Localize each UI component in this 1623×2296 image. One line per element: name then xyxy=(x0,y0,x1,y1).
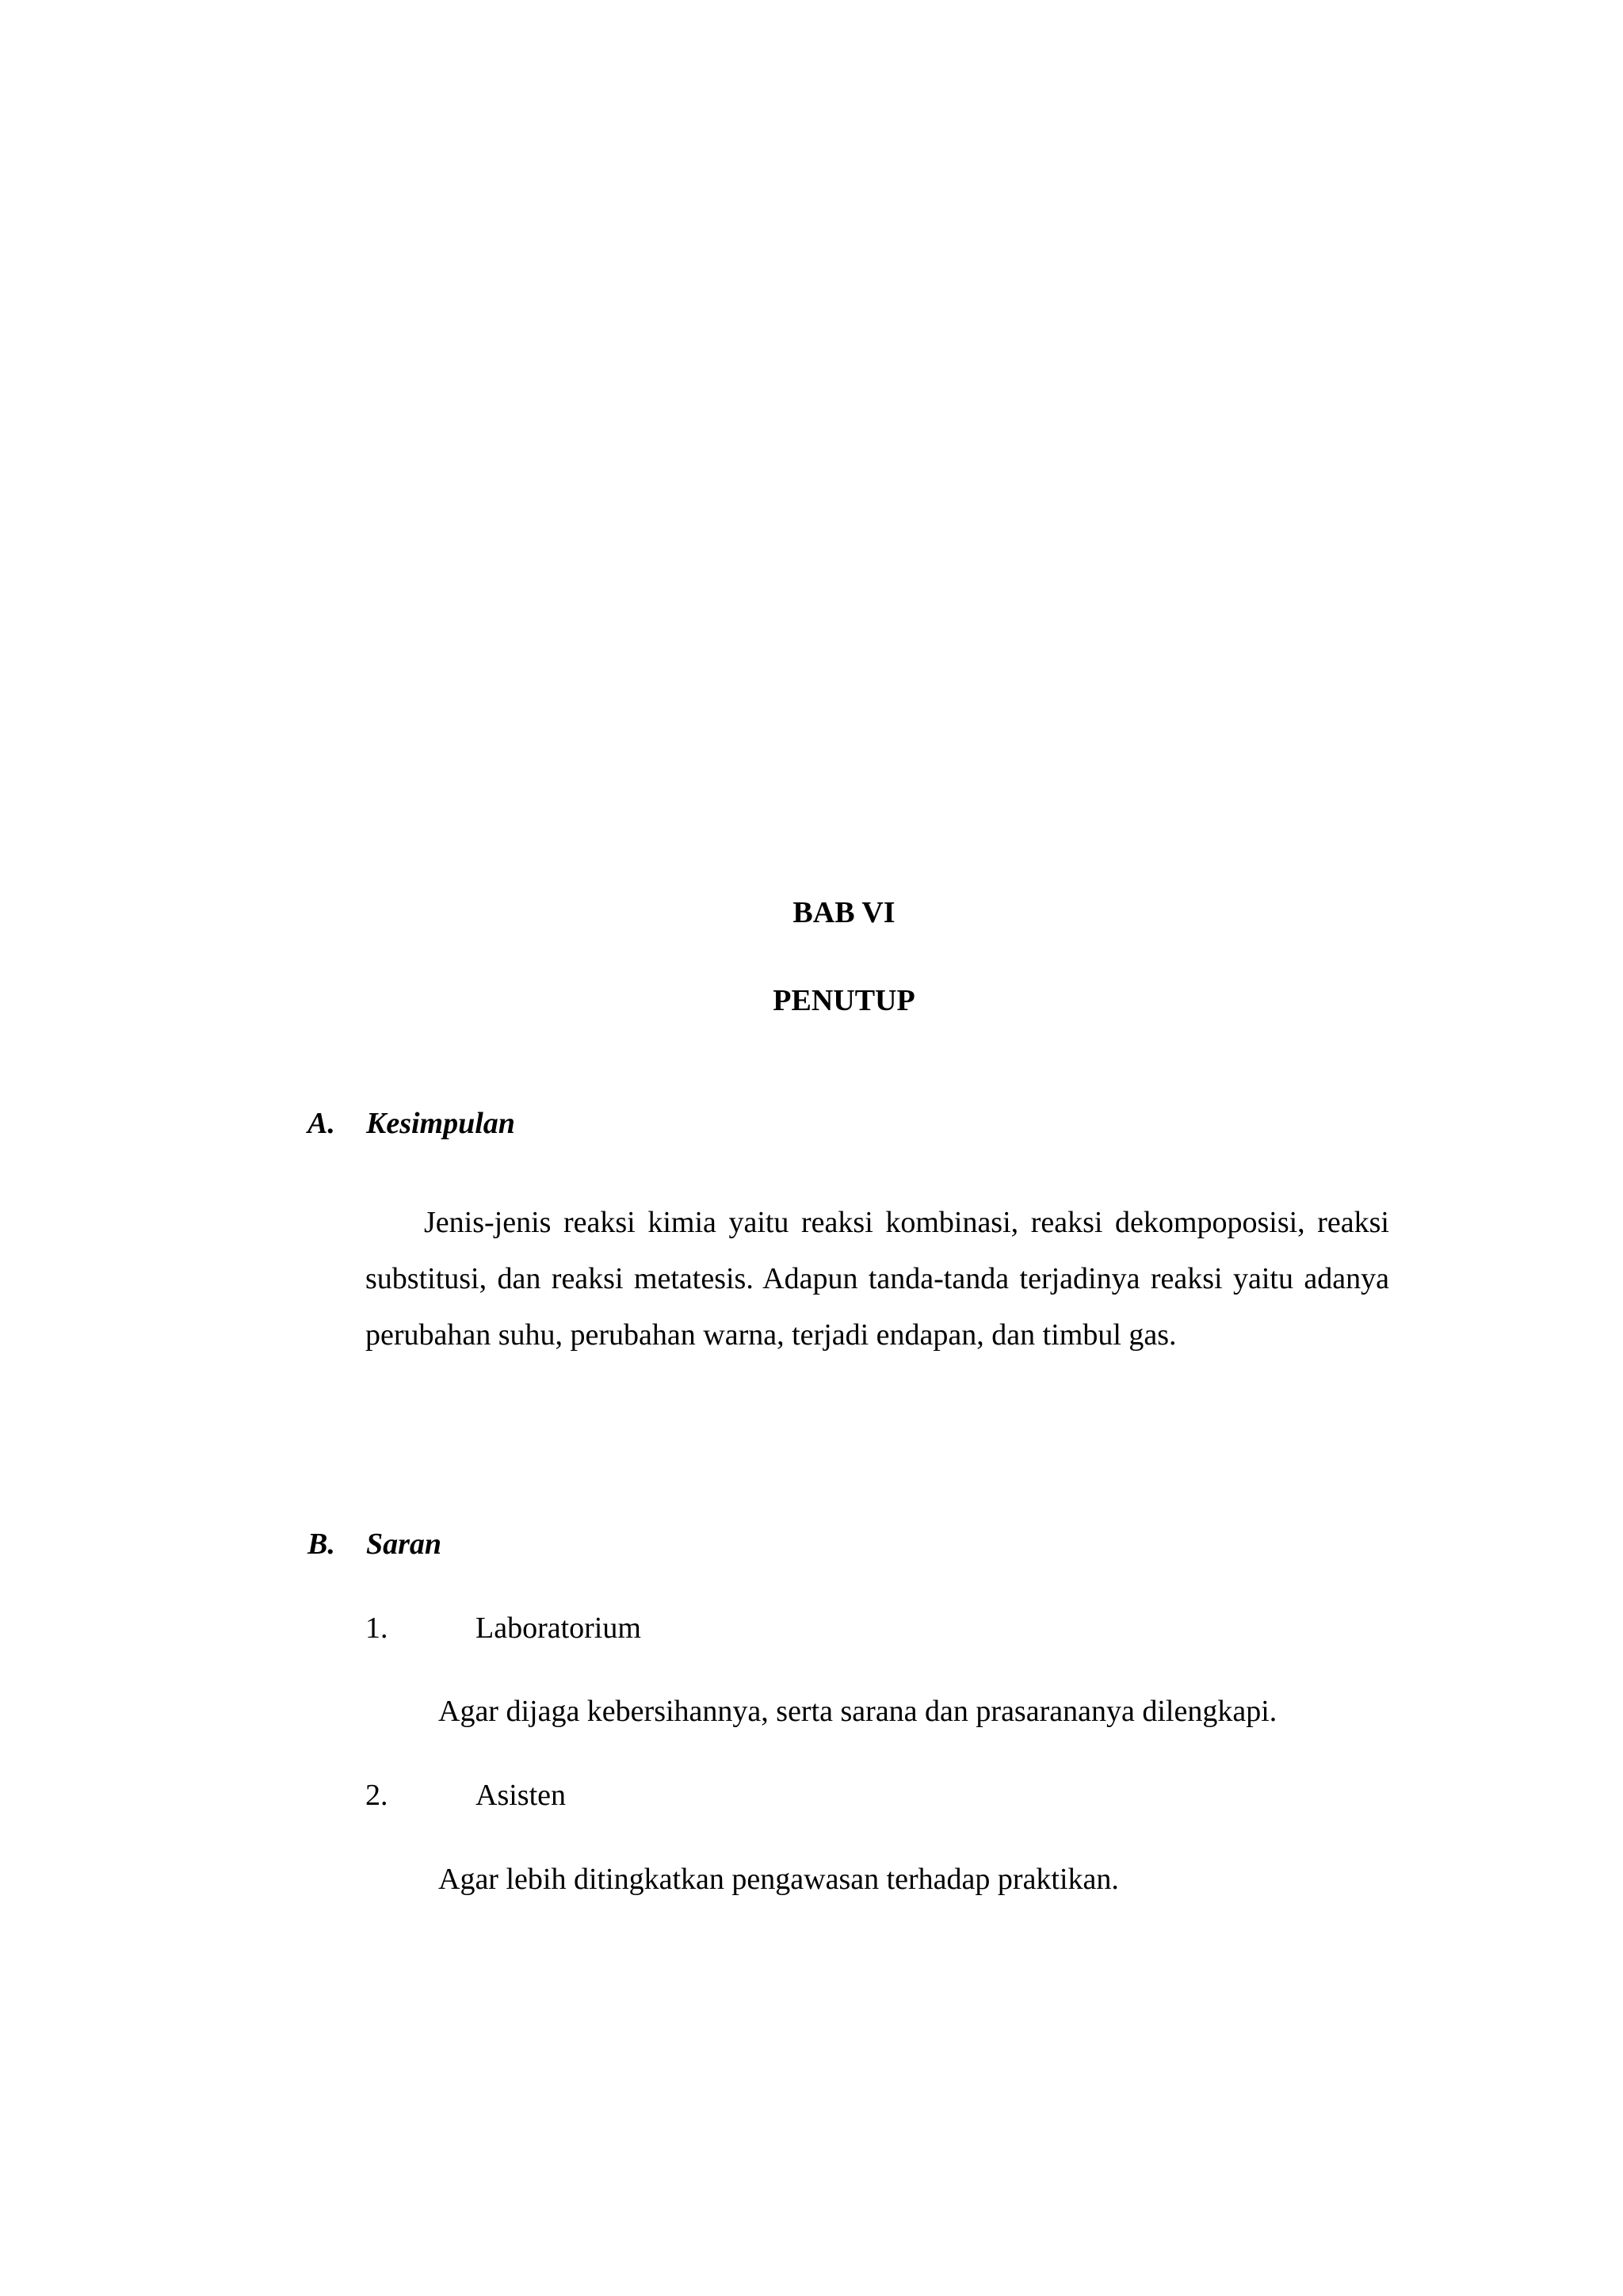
list-item-number: 2. xyxy=(365,1779,388,1812)
list-item-label: Laboratorium xyxy=(475,1611,641,1645)
section-letter: B. xyxy=(307,1527,335,1561)
section-title: Kesimpulan xyxy=(366,1107,515,1140)
list-item-label: Asisten xyxy=(475,1779,566,1812)
section-letter: A. xyxy=(307,1107,335,1140)
chapter-title: PENUTUP xyxy=(773,984,915,1017)
section-heading-kesimpulan xyxy=(307,1108,515,1138)
section-title: Saran xyxy=(366,1527,442,1561)
section-heading-saran xyxy=(307,1529,441,1559)
saran-item-laboratorium xyxy=(365,1613,641,1643)
saran-item-asisten xyxy=(365,1780,566,1810)
saran-description-asisten: Agar lebih ditingkatkan pengawasan terhadap praktikan. xyxy=(438,1863,1119,1896)
conclusion-paragraph: Jenis-jenis reaksi kimia yaitu reaksi kombinasi, reaksi dekompoposisi, reaksi substitusi, dan reaksi metatesis. Adapun tanda-tanda terjadinya reaksi yaitu adanya perubahan suhu, perubahan warna, terjadi endapan, dan timbul gas. xyxy=(365,1206,1389,1352)
chapter-number: BAB VI xyxy=(792,896,896,929)
saran-description-laboratorium: Agar dijaga kebersihannya, serta sarana dan prasarananya dilengkapi. xyxy=(438,1695,1277,1728)
list-item-number: 1. xyxy=(365,1611,388,1645)
